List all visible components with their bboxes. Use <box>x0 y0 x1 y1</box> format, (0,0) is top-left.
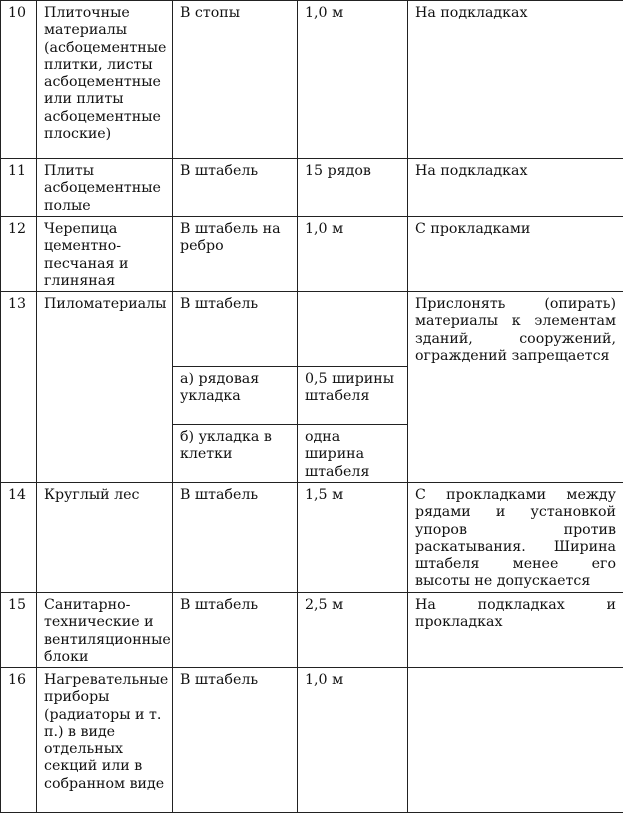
row-number: 12 <box>1 217 37 292</box>
storage-notes: На подкладках и прокладках <box>408 593 623 668</box>
material-name: Пиломатериалы <box>37 292 173 483</box>
storage-method: В штабель на ребро <box>173 217 298 292</box>
material-name: Плиточные материалы (асбоцементные плитки, листы асбоцементные или плиты асбоцементные плоские) <box>37 1 173 159</box>
row-number: 15 <box>1 593 37 668</box>
table-row <box>1 668 623 813</box>
table-row <box>1 292 623 367</box>
material-name: Черепица цементно-песчаная и глиняная <box>37 217 173 292</box>
storage-notes: На подкладках <box>408 159 623 217</box>
row-number: 14 <box>1 483 37 593</box>
storage-method: б) укладка в клетки <box>173 425 298 483</box>
storage-method: В штабель <box>173 668 298 813</box>
storage-notes: С прокладками между рядами и установкой упоров против раскатывания. Ширина штабеля менее его высоты не допускается <box>408 483 623 593</box>
storage-method: В штабель <box>173 483 298 593</box>
storage-method: В стопы <box>173 1 298 159</box>
material-name: Плиты асбоцементные полые <box>37 159 173 217</box>
storage-notes <box>408 668 623 813</box>
max-height: 2,5 м <box>298 593 408 668</box>
max-height: 0,5 ширины штабеля <box>298 367 408 425</box>
storage-method: а) рядовая укладка <box>173 367 298 425</box>
material-name: Круглый лес <box>37 483 173 593</box>
storage-method: В штабель <box>173 292 298 367</box>
max-height: 1,0 м <box>298 217 408 292</box>
storage-notes: Прислонять (опирать) материалы к элементам зданий, сооружений, ограждений запрещается <box>408 292 623 483</box>
max-height: 1,0 м <box>298 668 408 813</box>
material-name: Нагревательные приборы (радиаторы и т. п.) в виде отдельных секций или в собранном виде <box>37 668 173 813</box>
storage-method: В штабель <box>173 593 298 668</box>
max-height: одна ширина штабеля <box>298 425 408 483</box>
table-row <box>1 159 623 217</box>
storage-notes: С прокладками <box>408 217 623 292</box>
table-row <box>1 593 623 668</box>
storage-method: В штабель <box>173 159 298 217</box>
row-number: 16 <box>1 668 37 813</box>
max-height: 1,0 м <box>298 1 408 159</box>
table-row <box>1 483 623 593</box>
max-height: 1,5 м <box>298 483 408 593</box>
material-name: Санитарно-технические и вентиляционные блоки <box>37 593 173 668</box>
table-row <box>1 217 623 292</box>
row-number: 11 <box>1 159 37 217</box>
table-row <box>1 1 623 159</box>
row-number: 13 <box>1 292 37 483</box>
storage-notes: На подкладках <box>408 1 623 159</box>
row-number: 10 <box>1 1 37 159</box>
max-height <box>298 292 408 367</box>
max-height: 15 рядов <box>298 159 408 217</box>
